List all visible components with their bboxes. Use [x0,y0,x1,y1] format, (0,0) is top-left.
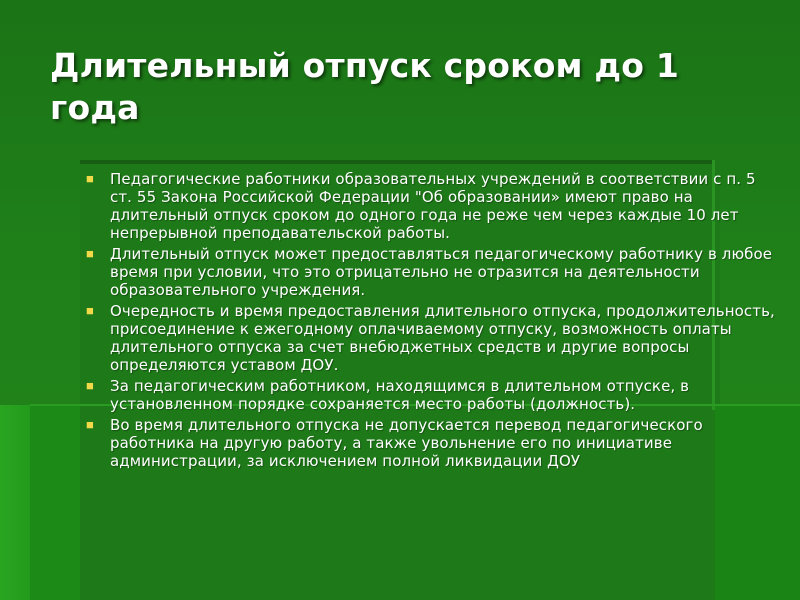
decorative-line-top [80,160,714,164]
bullet-text: Очередность и время предоставления длительного отпуска, продолжительность, присоединение к ежегодному оплачиваемому отпуску, возможность оплаты длительного отпуска за счет внебюджетных средств и другие вопросы определяются уставом ДОУ. [110,302,775,374]
decorative-band-left [0,405,30,600]
slide-title: Длительный отпуск сроком до 1 года [50,46,679,127]
decorative-band-left-inner [30,405,80,600]
bullet-list [86,170,776,473]
bullet-item [86,377,776,413]
square-bullet-icon: ■ [86,417,94,432]
bullet-text: Длительный отпуск может предоставляться педагогическому работнику в любое время при условии, что это отрицательно не отразится на деятельности образовательного учреждения. [110,245,773,299]
square-bullet-icon: ■ [86,171,94,186]
bullet-text: Педагогические работники образовательных учреждений в соответствии с п. 5 ст. 55 Закона Российской Федерации "Об образовании» имеют право на длительный отпуск сроком до одного года не реже чем через каждые 10 лет непрерывной преподавательской работы. [110,170,756,242]
bullet-text: Во время длительного отпуска не допускается перевод педагогического работника на другую работу, а также увольнение его по инициативе администрации, за исключением полной ликвидации ДОУ [110,416,703,470]
bullet-item [86,170,776,242]
square-bullet-icon: ■ [86,378,94,393]
bullet-text: За педагогическим работником, находящимся в длительном отпуске, в установленном порядке сохраняется место работы (должность). [110,377,690,413]
bullet-item [86,245,776,299]
square-bullet-icon: ■ [86,246,94,261]
bullet-item [86,416,776,470]
bullet-item [86,302,776,374]
square-bullet-icon: ■ [86,303,94,318]
